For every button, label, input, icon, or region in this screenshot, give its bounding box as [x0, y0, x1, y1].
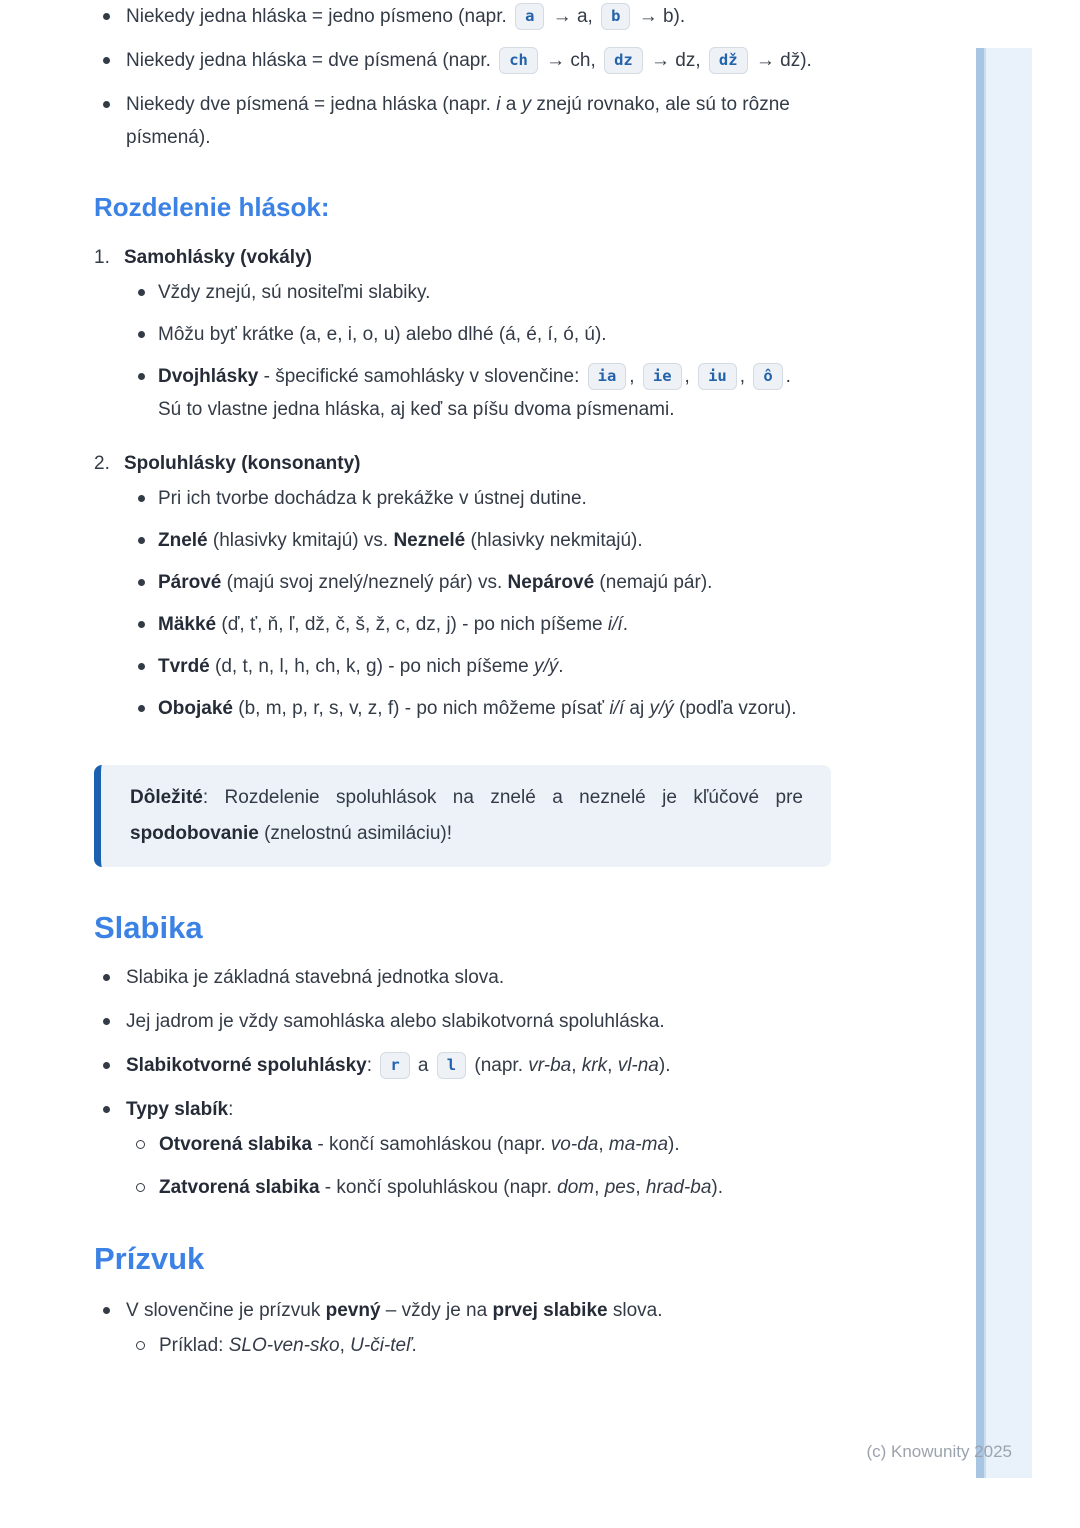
text-span: Niekedy dve písmená = jedna hláska (napr.: [126, 94, 497, 115]
italic-text: vl-na: [617, 1055, 659, 1076]
list-item-text: [159, 1335, 417, 1356]
text-span: : Rozdelenie spoluhlások na znelé a neznelé je kľúčové pre: [202, 787, 803, 808]
text-span: → dz,: [645, 50, 706, 71]
list-item-text: [159, 1177, 723, 1198]
numbered-item-title: [124, 241, 838, 274]
spoluhlasky-sublist: [124, 482, 838, 725]
inline-code-chip: l: [437, 1052, 466, 1079]
list-item: [94, 1049, 838, 1082]
list-item: [94, 44, 838, 77]
text-span: (nemajú pár).: [594, 572, 713, 593]
text-span: slova.: [607, 1300, 663, 1321]
bold-text: Zatvorená slabika: [159, 1177, 320, 1198]
bold-text: Dôležité: [130, 787, 203, 808]
list-item: [124, 360, 838, 426]
italic-text: i: [496, 94, 501, 115]
text-span: Môžu byť krátke (a, e, i, o, u) alebo dlhé (á, é, í, ó, ú).: [158, 324, 607, 345]
text-span: znejú rovnako, ale sú to rôzne písmená).: [126, 94, 790, 148]
section-heading-prizvuk: Prízvuk: [94, 1241, 205, 1276]
list-item: [129, 1329, 838, 1362]
text-span: → dž).: [750, 50, 812, 71]
list-item-text: [126, 1011, 665, 1032]
numbered-item-samohlasky: [94, 241, 838, 435]
text-span: Vždy znejú, sú nositeľmi slabiky.: [158, 282, 431, 303]
bold-text: prvej slabike: [492, 1300, 608, 1321]
text-span: – vždy je na: [380, 1300, 493, 1321]
text-span: - končí spoluhláskou (napr.: [319, 1177, 558, 1198]
text-span: . Sú to vlastne jedna hláska, aj keď sa píšu dvoma písmenami.: [158, 366, 791, 420]
list-item: [94, 1093, 838, 1204]
list-item: [129, 1128, 838, 1161]
bold-text: Tvrdé: [158, 656, 210, 677]
inline-code-chip: ô: [753, 363, 782, 390]
text-span: .: [558, 656, 564, 677]
intro-list: [94, 0, 838, 154]
inline-code-chip: ia: [588, 363, 627, 390]
text-span: a: [412, 1055, 434, 1076]
list-item-text: [126, 1099, 233, 1120]
section-heading-rozdelenie-hlasok: Rozdelenie hlások:: [94, 192, 330, 222]
list-item-text: [126, 1300, 663, 1321]
list-item: [129, 1171, 838, 1204]
important-callout: [94, 765, 831, 867]
text-span: V slovenčine je prízvuk: [126, 1300, 326, 1321]
inline-code-chip: a: [515, 3, 544, 30]
text-span: (d, t, n, l, h, ch, k, g) - po nich píšeme: [209, 656, 534, 677]
text-span: ,: [684, 366, 696, 387]
text-span: ).: [668, 1134, 680, 1155]
text-span: ).: [658, 1055, 671, 1076]
bold-text: Typy slabík: [126, 1099, 229, 1120]
text-span: (napr.: [469, 1055, 529, 1076]
text-span: → ch,: [540, 50, 602, 71]
numbered-item-body: [124, 241, 838, 435]
list-item: [124, 608, 838, 641]
text-span: Pri ich tvorbe dochádza k prekážke v ústnej dutine.: [158, 488, 587, 509]
italic-text: y/ý: [533, 656, 559, 677]
list-item-text: [158, 324, 607, 345]
italic-text: y/ý: [649, 698, 674, 719]
list-item-text: [126, 967, 504, 988]
bold-text: Dvojhlásky: [158, 366, 259, 387]
bold-text: Obojaké: [158, 698, 233, 719]
prizvuk-list: [94, 1294, 838, 1362]
text-span: - špecifické samohlásky v slovenčine:: [258, 366, 585, 387]
list-item: [124, 566, 838, 599]
scrollbar-thumb[interactable]: [976, 48, 986, 1478]
italic-text: vr-ba: [528, 1055, 572, 1076]
scrollbar-track[interactable]: [976, 48, 1032, 1478]
text-span: ,: [598, 1134, 609, 1155]
list-item: [124, 524, 838, 557]
text-span: (b, m, p, r, s, v, z, f) - po nich môžeme písať: [232, 698, 610, 719]
samohlasky-sublist: [124, 276, 838, 426]
watermark-text: (c) Knowunity 2025: [866, 1442, 1012, 1461]
bold-text: Spoluhlásky (konsonanty): [124, 453, 361, 474]
text-span: aj: [624, 698, 650, 719]
italic-text: i/í: [609, 698, 625, 719]
list-number: 2.: [94, 453, 110, 474]
list-number: 1.: [94, 247, 110, 268]
list-item: [94, 1005, 838, 1038]
italic-text: dom: [557, 1177, 595, 1198]
bold-text: Samohlásky (vokály): [124, 247, 312, 268]
text-span: ,: [607, 1055, 618, 1076]
list-item-text: [158, 656, 564, 677]
text-span: - končí samohláskou (napr.: [312, 1134, 551, 1155]
typy-slabik-sublist: [129, 1128, 838, 1204]
list-item-text: [158, 614, 628, 635]
list-item: [124, 482, 838, 515]
text-span: Príklad:: [159, 1335, 229, 1356]
text-span: Niekedy jedna hláska = dve písmená (napr.: [126, 50, 497, 71]
list-item-text: [126, 6, 685, 27]
italic-text: hrad-ba: [645, 1177, 712, 1198]
text-span: (podľa vzoru).: [673, 698, 797, 719]
text-span: Slabika je základná stavebná jednotka slova.: [126, 967, 505, 988]
bold-text: Neznelé: [393, 530, 466, 551]
text-span: ,: [571, 1055, 582, 1076]
text-span: (hlasivky kmitajú) vs.: [207, 530, 394, 551]
bold-text: Mäkké: [158, 614, 217, 635]
list-item-text: [158, 698, 797, 719]
italic-text: pes: [604, 1177, 636, 1198]
list-item-text: [158, 530, 643, 551]
list-item-text: [159, 1134, 680, 1155]
text-span: (ď, ť, ň, ľ, dž, č, š, ž, c, dz, j) - po nich píšeme: [216, 614, 608, 635]
text-span: (hlasivky nekmitajú).: [465, 530, 643, 551]
inline-code-chip: dz: [604, 47, 643, 74]
bold-text: spodobovanie: [130, 823, 259, 844]
list-item: [94, 1294, 838, 1362]
italic-text: SLO-ven-sko: [228, 1335, 340, 1356]
text-span: ).: [711, 1177, 724, 1198]
text-span: Jej jadrom je vždy samohláska alebo slabikotvorná spoluhláska.: [126, 1011, 665, 1032]
text-span: → a,: [547, 6, 599, 27]
text-span: ,: [594, 1177, 605, 1198]
slabika-list: [94, 961, 838, 1204]
italic-text: vo-da: [550, 1134, 599, 1155]
numbered-item-body: [124, 447, 838, 734]
text-span: ,: [629, 366, 640, 387]
list-item-text: [126, 1055, 670, 1076]
bold-text: Slabikotvorné spoluhlásky: [126, 1055, 367, 1076]
inline-code-chip: iu: [698, 363, 737, 390]
text-span: (znelostnú asimiláciu)!: [258, 823, 453, 844]
list-item-text: [126, 94, 790, 148]
list-item-text: [158, 488, 587, 509]
bold-text: pevný: [325, 1300, 381, 1321]
list-item: [124, 318, 838, 351]
list-item-text: [158, 282, 430, 303]
list-item: [94, 961, 838, 994]
bold-text: Párové: [158, 572, 222, 593]
list-item: [124, 650, 838, 683]
text-span: :: [228, 1099, 234, 1120]
text-span: Niekedy jedna hláska = jedno písmeno (napr.: [126, 6, 513, 27]
text-span: (majú svoj znelý/neznelý pár) vs.: [221, 572, 508, 593]
list-item: [124, 276, 838, 309]
italic-text: y: [521, 94, 532, 115]
list-item-text: [158, 572, 712, 593]
inline-code-chip: dž: [709, 47, 748, 74]
text-span: .: [622, 614, 628, 635]
document-content: [94, 0, 838, 1373]
text-span: → b).: [633, 6, 686, 27]
italic-text: U-či-teľ: [350, 1335, 412, 1356]
numbered-item-spoluhlasky: [94, 447, 838, 734]
bold-text: Nepárové: [507, 572, 595, 593]
inline-code-chip: r: [380, 1052, 409, 1079]
italic-text: ma-ma: [608, 1134, 669, 1155]
callout-text: [130, 780, 803, 852]
list-item-text: [126, 50, 812, 71]
text-span: :: [366, 1055, 378, 1076]
text-span: a: [500, 94, 522, 115]
italic-text: i/í: [607, 614, 623, 635]
text-span: ,: [635, 1177, 646, 1198]
text-span: ,: [739, 366, 751, 387]
list-item: [94, 0, 838, 33]
inline-code-chip: ie: [643, 363, 682, 390]
inline-code-chip: b: [601, 3, 630, 30]
text-span: ,: [339, 1335, 351, 1356]
section-heading-slabika: Slabika: [94, 910, 203, 945]
prizvuk-sublist: [129, 1329, 838, 1362]
list-item-text: [158, 366, 791, 420]
list-item: [94, 88, 838, 154]
inline-code-chip: ch: [499, 47, 538, 74]
italic-text: krk: [581, 1055, 608, 1076]
list-item: [124, 692, 838, 725]
bold-text: Otvorená slabika: [159, 1134, 313, 1155]
bold-text: Znelé: [158, 530, 208, 551]
numbered-item-title: [124, 447, 838, 480]
text-span: .: [411, 1335, 417, 1356]
